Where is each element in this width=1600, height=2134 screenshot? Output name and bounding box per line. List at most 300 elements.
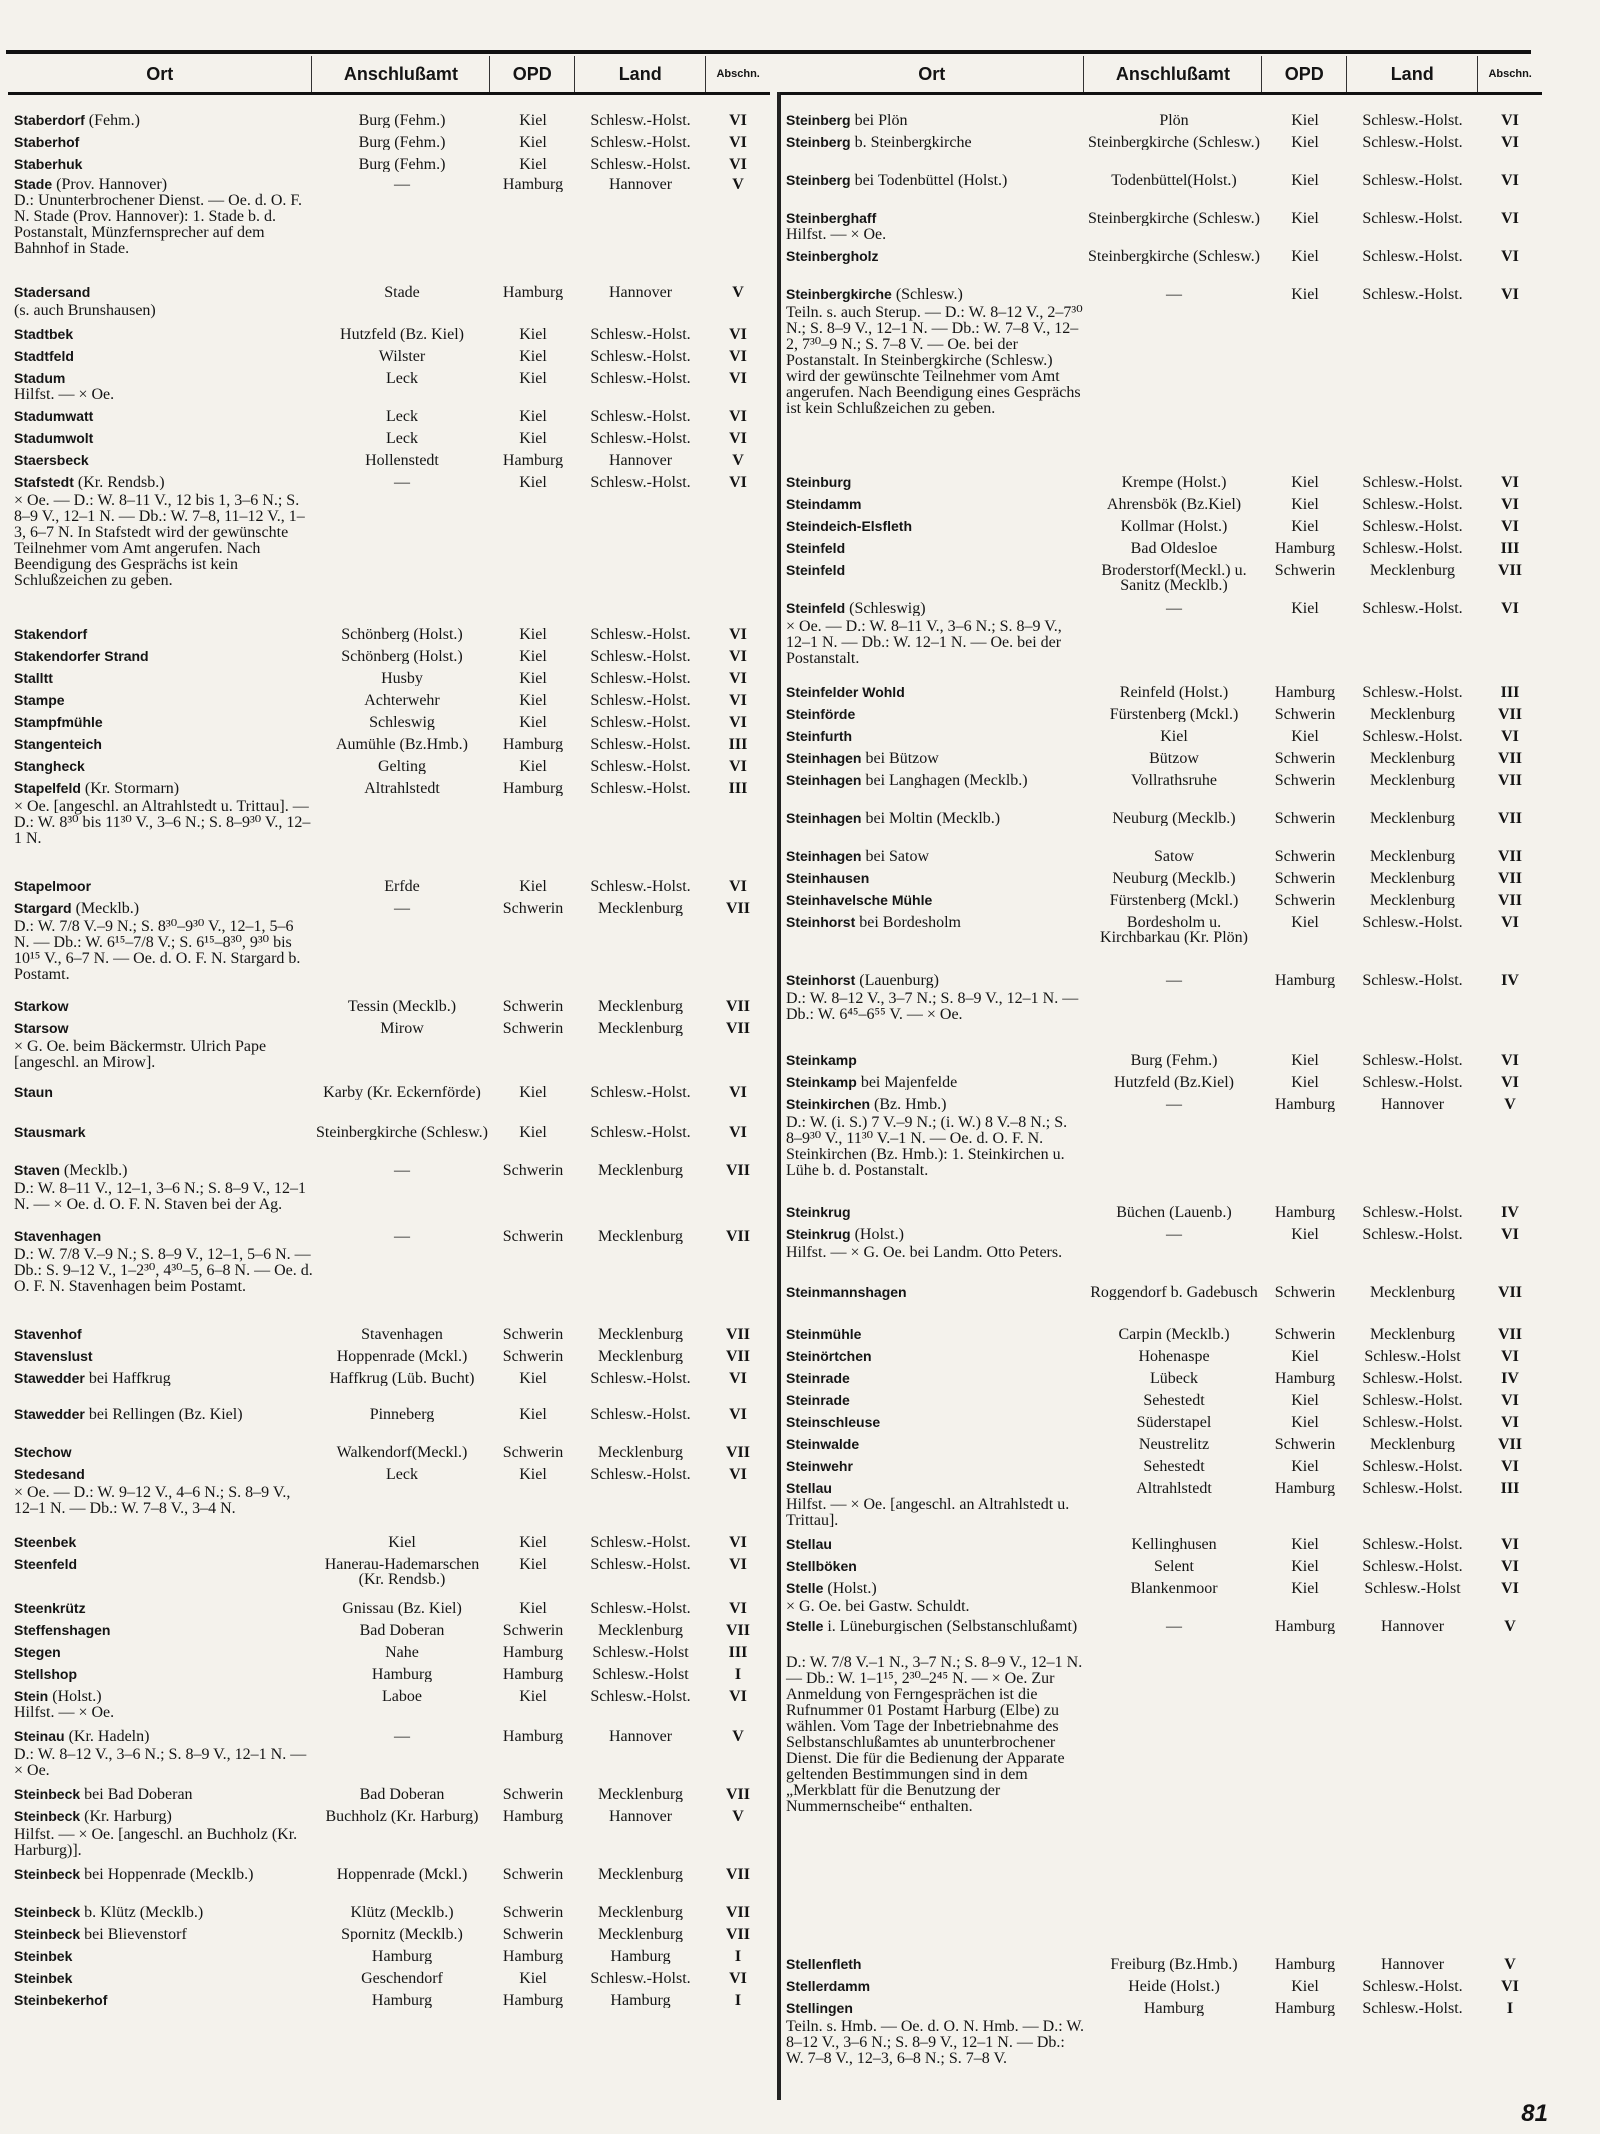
cell-land: Mecklenburg — [1369, 893, 1455, 908]
place-qualifier: bei Satow — [861, 849, 930, 864]
place-name: Stechow — [14, 1445, 72, 1460]
cell-opd: Kiel — [519, 715, 547, 730]
place-name: Stausmark — [14, 1125, 86, 1140]
cell-opd: Hamburg — [1274, 1205, 1336, 1220]
place-name: Steinbekerhof — [14, 1993, 108, 2008]
table-row — [780, 113, 1542, 128]
cell-land: Schlesw.-Holst. — [590, 135, 691, 150]
cell-land: Schlesw.-Holst — [1364, 1349, 1461, 1364]
cell-land: Schlesw.-Holst. — [590, 781, 691, 796]
cell-ort — [780, 1327, 1085, 1342]
place-name: Stampe — [14, 693, 65, 708]
cell-opd: Kiel — [1291, 1349, 1319, 1364]
cell-anschlussamt: Geschendorf — [361, 1971, 443, 1986]
place-qualifier: (Lauenburg) — [855, 973, 939, 988]
cell-opd: Kiel — [519, 371, 547, 386]
table-row — [8, 1349, 770, 1364]
cell-anschlussamt: Aumühle (Bz.Hmb.) — [336, 737, 468, 752]
cell-opd: Kiel — [519, 1601, 547, 1616]
place-name: Stelle — [786, 1581, 824, 1596]
table-row — [780, 287, 1542, 302]
table-row — [8, 453, 770, 468]
cell-opd: Kiel — [519, 1535, 547, 1550]
cell-anschlussamt: Hanerau-Hademarschen (Kr. Rendsb.) — [324, 1557, 480, 1587]
cell-abschnitt: VI — [729, 475, 747, 490]
place-name: Stakendorf — [14, 627, 88, 642]
table-row — [8, 327, 770, 342]
place-qualifier: b. Steinbergkirche — [850, 135, 972, 150]
cell-opd: Hamburg — [502, 1809, 564, 1824]
cell-opd: Schwerin — [1274, 849, 1336, 864]
cell-abschnitt: VI — [1501, 249, 1519, 264]
cell-abschnitt: VI — [729, 715, 747, 730]
place-name: Stadtfeld — [14, 349, 74, 364]
cell-anschlussamt: Steinbergkirche (Schlesw.) — [1088, 249, 1260, 264]
table-row — [8, 879, 770, 894]
table-row — [780, 1227, 1542, 1242]
place-name: Steinhausen — [786, 871, 870, 886]
cell-anschlussamt: Schönberg (Holst.) — [341, 649, 463, 664]
cell-abschnitt: VII — [1497, 893, 1522, 908]
cell-ort — [8, 349, 313, 364]
note-text: Hilfst. — × Oe. — [786, 227, 887, 243]
cell-ort — [780, 1393, 1085, 1408]
cell-land: Schlesw.-Holst. — [1362, 1415, 1463, 1430]
cell-abschnitt: VII — [725, 1327, 750, 1342]
cell-ort — [780, 1537, 1085, 1552]
table-row — [8, 1021, 770, 1036]
cell-anschlussamt: Buchholz (Kr. Harburg) — [325, 1809, 479, 1824]
cell-land: Mecklenburg — [597, 1229, 683, 1244]
place-name: Stellerdamm — [786, 1979, 871, 1994]
cell-opd: Kiel — [1291, 1415, 1319, 1430]
place-qualifier: (Kr. Harburg) — [80, 1809, 172, 1824]
cell-anschlussamt: Spornitz (Mecklb.) — [341, 1927, 463, 1942]
table-row — [8, 693, 770, 708]
cell-ort — [8, 1905, 313, 1920]
table-row — [8, 371, 770, 386]
cell-anschlussamt: Kollmar (Holst.) — [1120, 519, 1228, 534]
cell-ort — [8, 737, 313, 752]
table-row — [8, 1407, 770, 1422]
place-name: Stadtbek — [14, 327, 74, 342]
cell-abschnitt: VI — [729, 1535, 747, 1550]
cell-opd: Kiel — [1291, 249, 1319, 264]
cell-land: Schlesw.-Holst. — [590, 737, 691, 752]
cell-abschnitt: VII — [1497, 1327, 1522, 1342]
cell-abschnitt: VI — [1501, 135, 1519, 150]
table-row — [8, 1163, 770, 1178]
entry-note — [8, 1485, 770, 1517]
cell-ort — [8, 1993, 313, 2008]
column-header — [8, 56, 770, 95]
cell-land: Schlesw.-Holst. — [1362, 519, 1463, 534]
table-row — [8, 1601, 770, 1616]
cell-ort — [780, 915, 1085, 945]
cell-land: Schlesw.-Holst. — [590, 409, 691, 424]
cell-anschlussamt: — — [1166, 1097, 1182, 1112]
table-row — [780, 541, 1542, 556]
cell-anschlussamt: Satow — [1154, 849, 1194, 864]
cell-opd: Hamburg — [502, 285, 564, 300]
cell-opd: Schwerin — [1274, 1285, 1336, 1300]
table-row — [8, 1809, 770, 1824]
table-row — [780, 893, 1542, 908]
cell-land: Schlesw.-Holst. — [1362, 249, 1463, 264]
cell-anschlussamt: Kellinghusen — [1131, 1537, 1217, 1552]
cell-abschnitt: VI — [729, 349, 747, 364]
cell-ort — [8, 1163, 313, 1178]
cell-anschlussamt: Laboe — [382, 1689, 422, 1704]
place-name: Steinfeld — [786, 563, 846, 578]
table-row — [780, 751, 1542, 766]
cell-anschlussamt: Husby — [381, 671, 423, 686]
table-row — [780, 1393, 1542, 1408]
cell-ort — [8, 1645, 313, 1660]
table-row — [8, 1445, 770, 1460]
cell-abschnitt: VII — [725, 1349, 750, 1364]
table-row — [780, 973, 1542, 988]
cell-land: Schlesw.-Holst. — [590, 1467, 691, 1482]
cell-ort — [8, 1729, 313, 1744]
cell-land: Mecklenburg — [597, 1349, 683, 1364]
place-name: Stellenfleth — [786, 1957, 862, 1972]
entry-note — [8, 1747, 770, 1779]
place-name: Steinau — [14, 1729, 65, 1744]
cell-land: Schlesw.-Holst. — [1362, 541, 1463, 556]
cell-abschnitt: VI — [729, 1557, 747, 1573]
cell-land: Hannover — [608, 1729, 673, 1744]
cell-opd: Hamburg — [502, 453, 564, 468]
table-row — [780, 1537, 1542, 1552]
cell-abschnitt: I — [734, 1949, 742, 1964]
place-name: Stargard — [14, 901, 72, 916]
cell-anschlussamt: Altrahlstedt — [1136, 1481, 1212, 1496]
cell-land: Mecklenburg — [597, 1163, 683, 1178]
cell-ort — [8, 715, 313, 730]
cell-ort — [8, 1927, 313, 1942]
cell-ort — [780, 707, 1085, 722]
cell-opd: Kiel — [519, 649, 547, 664]
cell-anschlussamt: — — [394, 1729, 410, 1744]
cell-anschlussamt: Kiel — [388, 1535, 416, 1550]
cell-land: Schlesw.-Holst — [592, 1645, 689, 1660]
cell-land: Hannover — [608, 285, 673, 300]
cell-land: Mecklenburg — [597, 1021, 683, 1036]
cell-anschlussamt: Hoppenrade (Mckl.) — [336, 1349, 468, 1364]
cell-abschnitt: VI — [729, 693, 747, 708]
cell-anschlussamt: Bordesholm u. Kirchbarkau (Kr. Plön) — [1100, 915, 1248, 945]
cell-abschnitt: V — [732, 1729, 744, 1744]
cell-land: Mecklenburg — [597, 1445, 683, 1460]
cell-ort — [8, 371, 313, 386]
place-name: Steinbek — [14, 1949, 73, 1964]
cell-land: Schlesw.-Holst. — [1362, 173, 1463, 188]
cell-opd: Schwerin — [502, 1623, 564, 1638]
cell-ort — [8, 1667, 313, 1682]
table-row — [780, 497, 1542, 512]
cell-opd: Schwerin — [502, 1445, 564, 1460]
note-text: Hilfst. — × Oe. — [14, 1705, 115, 1721]
cell-land: Schlesw.-Holst. — [590, 431, 691, 446]
table-row — [780, 173, 1542, 188]
place-name: Steinberghaff — [786, 211, 877, 226]
cell-land: Mecklenburg — [1369, 751, 1455, 766]
cell-land: Schlesw.-Holst. — [1362, 1537, 1463, 1552]
cell-ort — [780, 1227, 1085, 1242]
cell-opd: Kiel — [1291, 1979, 1319, 1994]
table-row — [780, 1053, 1542, 1068]
cell-abschnitt: VI — [729, 1689, 747, 1704]
cell-opd: Schwerin — [1274, 563, 1336, 579]
place-name: Steinrade — [786, 1371, 850, 1386]
cell-anschlussamt: Lübeck — [1150, 1371, 1198, 1386]
table-row — [8, 715, 770, 730]
cell-abschnitt: VI — [729, 1467, 747, 1482]
place-name: Steinbeck — [14, 1867, 81, 1882]
table-row — [8, 1327, 770, 1342]
header-anschlussamt: Anschlußamt — [311, 56, 489, 92]
cell-opd: Kiel — [519, 431, 547, 446]
place-name: Steinfurth — [786, 729, 853, 744]
place-name: Stadumwolt — [14, 431, 94, 446]
cell-opd: Schwerin — [1274, 893, 1336, 908]
header-ort: Ort — [146, 63, 174, 84]
place-name: Steinwalde — [786, 1437, 860, 1452]
note-text: (s. auch Brunshausen) — [14, 303, 156, 319]
cell-anschlussamt: Bad Doberan — [359, 1623, 445, 1638]
cell-opd: Kiel — [519, 671, 547, 686]
cell-anschlussamt: — — [1166, 973, 1182, 988]
cell-ort — [8, 1085, 313, 1100]
cell-land: Mecklenburg — [1369, 811, 1455, 826]
cell-opd: Kiel — [519, 113, 547, 128]
place-name: Steinbeck — [14, 1787, 81, 1802]
cell-land: Mecklenburg — [1369, 1285, 1455, 1300]
cell-opd: Hamburg — [1274, 1097, 1336, 1112]
cell-land: Hannover — [1380, 1957, 1445, 1972]
place-qualifier: bei Rellingen (Bz. Kiel) — [84, 1407, 243, 1422]
cell-anschlussamt: — — [1166, 287, 1182, 302]
cell-ort — [8, 135, 313, 150]
table-row — [780, 1979, 1542, 1994]
cell-land: Mecklenburg — [1369, 773, 1455, 788]
cell-ort — [8, 1689, 313, 1704]
cell-abschnitt: VII — [725, 1229, 750, 1244]
place-name: Steinkamp — [786, 1053, 857, 1068]
cell-anschlussamt: — — [1166, 1227, 1182, 1242]
cell-ort — [780, 113, 1085, 128]
place-name: Staberdorf — [14, 113, 85, 128]
place-name: Steinbeck — [14, 1809, 81, 1824]
cell-abschnitt: VII — [725, 1163, 750, 1178]
cell-ort — [780, 871, 1085, 886]
cell-abschnitt: VI — [729, 113, 747, 128]
place-qualifier: b. Klütz (Mecklb.) — [80, 1905, 204, 1920]
table-row — [780, 601, 1542, 616]
place-name: Steinburg — [786, 475, 852, 490]
entry-note — [8, 1247, 770, 1295]
table-row — [780, 871, 1542, 886]
note-text: D.: W. 8–12 V., 3–6 N.; S. 8–9 V., 12–1 N. — × Oe. — [14, 1747, 307, 1779]
cell-anschlussamt: Altrahlstedt — [364, 781, 440, 796]
cell-land: Schlesw.-Holst. — [1362, 1205, 1463, 1220]
place-name: Stellau — [786, 1481, 832, 1496]
cell-abschnitt: V — [732, 453, 744, 468]
cell-ort — [780, 1979, 1085, 1994]
cell-abschnitt: VII — [1497, 563, 1522, 579]
entry-note — [780, 1245, 1542, 1261]
cell-ort — [780, 135, 1085, 150]
table-row — [780, 707, 1542, 722]
cell-anschlussamt: Hollenstedt — [365, 453, 439, 468]
place-name: Steinfeld — [786, 541, 846, 556]
cell-opd: Hamburg — [1274, 1619, 1336, 1634]
place-qualifier: (Holst.) — [850, 1227, 904, 1242]
table-row — [8, 999, 770, 1014]
cell-ort — [8, 1371, 313, 1386]
place-name: Steenfeld — [14, 1557, 78, 1572]
cell-ort — [8, 999, 313, 1014]
cell-land: Schlesw.-Holst. — [590, 627, 691, 642]
cell-ort — [8, 1021, 313, 1036]
cell-abschnitt: V — [1504, 1619, 1516, 1634]
table-row — [8, 901, 770, 916]
cell-ort — [8, 1787, 313, 1802]
entry-note — [8, 193, 770, 257]
table-row — [780, 1481, 1542, 1496]
cell-anschlussamt: Hutzfeld (Bz. Kiel) — [340, 327, 464, 342]
cell-opd: Schwerin — [1274, 1437, 1336, 1452]
cell-land: Schlesw.-Holst. — [590, 1601, 691, 1616]
cell-anschlussamt: Plön — [1159, 113, 1189, 128]
place-name: Stellau — [786, 1537, 832, 1552]
place-name: Stellingen — [786, 2001, 853, 2016]
table-row — [780, 1371, 1542, 1386]
cell-ort — [780, 601, 1085, 616]
place-qualifier: bei Bad Doberan — [80, 1787, 193, 1802]
cell-abschnitt: VI — [1501, 1537, 1519, 1552]
place-name: Steinbergkirche — [786, 287, 892, 302]
table-row — [780, 1415, 1542, 1430]
cell-abschnitt: V — [1504, 1097, 1516, 1112]
table-row — [780, 1075, 1542, 1090]
cell-anschlussamt: Hohenaspe — [1138, 1349, 1210, 1364]
cell-opd: Kiel — [519, 1407, 547, 1422]
cell-anschlussamt: Hutzfeld (Bz.Kiel) — [1114, 1075, 1234, 1090]
cell-anschlussamt: Blankenmoor — [1130, 1581, 1218, 1596]
cell-land: Hannover — [1380, 1097, 1445, 1112]
place-name: Stawedder — [14, 1407, 85, 1422]
table-row — [780, 563, 1542, 593]
page-number: 81 — [1521, 2100, 1548, 2127]
cell-abschnitt: VI — [729, 371, 747, 386]
place-qualifier: (Bz. Hmb.) — [870, 1097, 947, 1112]
place-name: Steinhorst — [786, 915, 856, 930]
cell-opd: Schwerin — [502, 1787, 564, 1802]
cell-abschnitt: VI — [1501, 1559, 1519, 1574]
cell-land: Schlesw.-Holst. — [1362, 973, 1463, 988]
place-name: Steinhagen — [786, 849, 862, 864]
cell-anschlussamt: Karby (Kr. Eckernförde) — [323, 1085, 481, 1100]
entry-note — [780, 1599, 1542, 1615]
cell-ort — [780, 1205, 1085, 1220]
entries-left — [8, 95, 770, 2085]
cell-opd: Hamburg — [502, 1645, 564, 1660]
right-column — [780, 56, 1542, 2085]
header-anschlussamt: Anschlußamt — [1083, 56, 1261, 92]
cell-abschnitt: VII — [725, 1905, 750, 1920]
cell-opd: Kiel — [519, 1971, 547, 1986]
cell-ort — [8, 693, 313, 708]
cell-ort — [8, 1467, 313, 1482]
cell-land: Schlesw.-Holst. — [1362, 135, 1463, 150]
left-column — [8, 56, 770, 2085]
cell-opd: Kiel — [519, 1689, 547, 1704]
cell-opd: Schwerin — [1274, 811, 1336, 826]
cell-abschnitt: VI — [1501, 173, 1519, 188]
entry-note — [780, 1497, 1542, 1529]
table-row — [8, 1125, 770, 1140]
cell-ort — [8, 409, 313, 424]
cell-land: Schlesw.-Holst. — [1362, 1075, 1463, 1090]
cell-ort — [780, 2001, 1085, 2016]
note-text: D.: W. (i. S.) 7 V.–9 N.; (i. W.) 8 V.–8 N.; S. 8–9³⁰ V., 11³⁰ V.–1 N. — Oe. d. O. F. N. Steinkirchen (Bz. Hmb.): 1. Steinkirchen u. Lühe b. d. Postanstalt. — [786, 1115, 1068, 1179]
cell-ort — [8, 1809, 313, 1824]
entry-note — [780, 2019, 1542, 2067]
table-row — [8, 1623, 770, 1638]
cell-abschnitt: VI — [729, 1125, 747, 1140]
cell-opd: Kiel — [519, 693, 547, 708]
cell-abschnitt: VI — [729, 135, 747, 150]
cell-anschlussamt: Leck — [386, 431, 418, 446]
cell-opd: Hamburg — [1274, 1371, 1336, 1386]
cell-anschlussamt: Pinneberg — [369, 1407, 435, 1422]
cell-opd: Kiel — [1291, 1227, 1319, 1242]
cell-land: Schlesw.-Holst. — [590, 1557, 691, 1573]
entry-note — [8, 1827, 770, 1859]
place-name: Stapelfeld — [14, 781, 81, 796]
entry-note — [780, 227, 1542, 243]
place-qualifier: (Fehm.) — [84, 113, 140, 128]
cell-abschnitt: I — [734, 1993, 742, 2008]
cell-ort — [8, 327, 313, 342]
cell-opd: Hamburg — [502, 1993, 564, 2008]
cell-land: Schlesw.-Holst. — [1362, 1393, 1463, 1408]
cell-abschnitt: I — [1506, 2001, 1514, 2016]
place-name: Steffenshagen — [14, 1623, 111, 1638]
cell-opd: Hamburg — [1274, 541, 1336, 556]
place-name: Stein — [14, 1689, 49, 1704]
cell-abschnitt: VI — [729, 759, 747, 774]
cell-abschnitt: VI — [729, 627, 747, 642]
place-name: Steinörtchen — [786, 1349, 872, 1364]
cell-opd: Schwerin — [502, 1327, 564, 1342]
note-text: × G. Oe. bei Gastw. Schuldt. — [786, 1599, 970, 1615]
cell-opd: Hamburg — [502, 177, 564, 192]
place-name: Steinberg — [786, 135, 851, 150]
place-name: Steinfeld — [786, 601, 846, 616]
note-text: D.: W. 8–12 V., 3–7 N.; S. 8–9 V., 12–1 N. — Db.: W. 6⁴⁵–6⁵⁵ V. — × Oe. — [786, 991, 1079, 1023]
table-row — [780, 211, 1542, 226]
place-name: Steinrade — [786, 1393, 850, 1408]
table-row — [8, 285, 770, 300]
place-name: Steinkrug — [786, 1227, 851, 1242]
cell-ort — [780, 1097, 1085, 1112]
place-name: Stavenslust — [14, 1349, 93, 1364]
cell-ort — [8, 1601, 313, 1616]
cell-abschnitt: VI — [729, 1371, 747, 1386]
